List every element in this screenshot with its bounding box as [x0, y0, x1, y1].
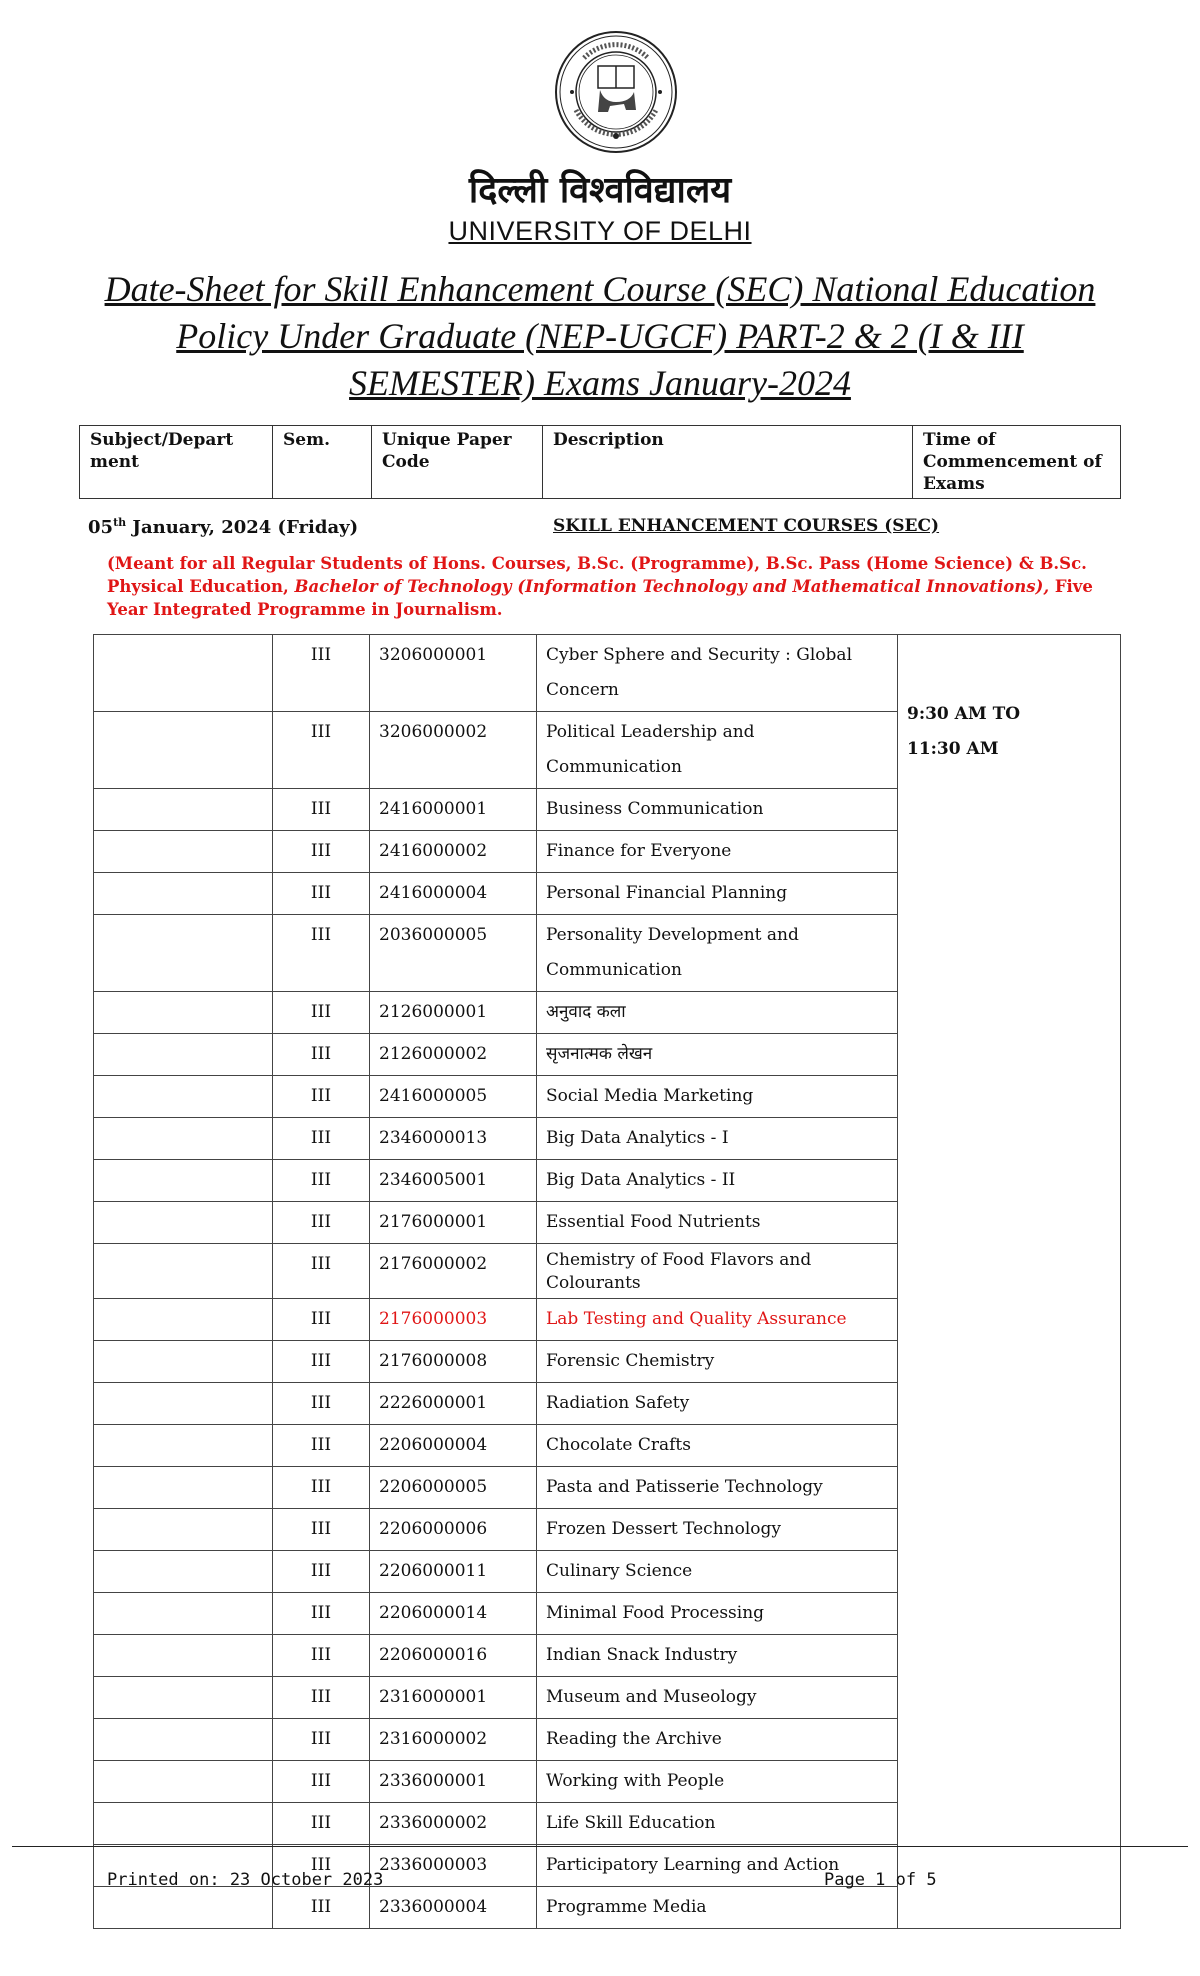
paper-code-cell: 2206000016	[370, 1635, 537, 1677]
subject-cell	[94, 1244, 273, 1299]
subject-cell	[94, 1341, 273, 1383]
description-cell: Political Leadership and Communication	[537, 712, 898, 789]
exam-time-cell	[898, 635, 1121, 1929]
header-time: Time of Commencement of Exams	[913, 426, 1121, 499]
description-cell: Frozen Dessert Technology	[537, 1509, 898, 1551]
sem-cell: III	[273, 831, 370, 873]
sem-cell: III	[273, 1761, 370, 1803]
header-description: Description	[543, 426, 913, 499]
table-row	[94, 635, 1121, 712]
description-cell: सृजनात्मक लेखन	[537, 1034, 898, 1076]
description-cell: Forensic Chemistry	[537, 1341, 898, 1383]
sem-cell: III	[273, 1160, 370, 1202]
sem-cell: III	[273, 1803, 370, 1845]
description-cell: Pasta and Patisserie Technology	[537, 1467, 898, 1509]
paper-code-cell: 2036000005	[370, 915, 537, 992]
paper-code-cell: 2206000011	[370, 1551, 537, 1593]
exam-schedule-table	[93, 634, 1121, 1929]
sem-cell: III	[273, 1383, 370, 1425]
exam-date: 05th January, 2024 (Friday)	[88, 516, 359, 538]
sem-cell: III	[273, 1202, 370, 1244]
hindi-university-name: दिल्ली विश्वविद्यालय	[468, 170, 732, 211]
subject-cell	[94, 1202, 273, 1244]
subject-cell	[94, 1509, 273, 1551]
description-cell: Working with People	[537, 1761, 898, 1803]
paper-code-cell: 2176000008	[370, 1341, 537, 1383]
sem-cell: III	[273, 1509, 370, 1551]
description-cell: Life Skill Education	[537, 1803, 898, 1845]
subject-cell	[94, 873, 273, 915]
subject-cell	[94, 635, 273, 712]
description-cell: Personal Financial Planning	[537, 873, 898, 915]
datesheet-title: Date-Sheet for Skill Enhancement Course (SEC) National Education Policy Under Graduate (NEP-UGCF) PART-2 & 2 (I & III SEMESTER) Exams January-2024	[104, 269, 1096, 403]
paper-code-cell: 2176000002	[370, 1244, 537, 1299]
sem-cell: III	[273, 1341, 370, 1383]
description-cell: Chemistry of Food Flavors and Colourants	[537, 1244, 898, 1299]
sem-cell: III	[273, 635, 370, 712]
sem-cell: III	[273, 1677, 370, 1719]
sem-cell: III	[273, 915, 370, 992]
sem-cell: III	[273, 1118, 370, 1160]
description-cell: Business Communication	[537, 789, 898, 831]
subject-cell	[94, 1118, 273, 1160]
description-cell: Chocolate Crafts	[537, 1425, 898, 1467]
paper-code-cell: 2316000002	[370, 1719, 537, 1761]
paper-code-cell: 3206000002	[370, 712, 537, 789]
exam-time-end: 11:30 AM	[907, 739, 999, 759]
subject-cell	[94, 992, 273, 1034]
paper-code-cell: 2416000002	[370, 831, 537, 873]
page-number: Page 1 of 5	[824, 1870, 937, 1890]
subject-cell	[94, 831, 273, 873]
description-cell: Museum and Museology	[537, 1677, 898, 1719]
sem-cell: III	[273, 789, 370, 831]
paper-code-cell: 2126000002	[370, 1034, 537, 1076]
paper-code-cell: 2206000004	[370, 1425, 537, 1467]
description-cell: Lab Testing and Quality Assurance	[537, 1299, 898, 1341]
sem-cell: III	[273, 1467, 370, 1509]
subject-cell	[94, 1383, 273, 1425]
paper-code-cell: 2346005001	[370, 1160, 537, 1202]
sem-cell: III	[273, 1076, 370, 1118]
description-cell: Big Data Analytics - II	[537, 1160, 898, 1202]
paper-code-cell: 2416000004	[370, 873, 537, 915]
header-code: Unique Paper Code	[372, 426, 543, 499]
footer-divider	[12, 1846, 1188, 1847]
header-subject: Subject/Depart ment	[80, 426, 273, 499]
description-cell: अनुवाद कला	[537, 992, 898, 1034]
column-header-table	[79, 425, 1121, 499]
description-cell: Essential Food Nutrients	[537, 1202, 898, 1244]
subject-cell	[94, 1803, 273, 1845]
paper-code-cell: 2416000005	[370, 1076, 537, 1118]
sem-cell: III	[273, 1299, 370, 1341]
subject-cell	[94, 1299, 273, 1341]
description-cell: Reading the Archive	[537, 1719, 898, 1761]
subject-cell	[94, 1467, 273, 1509]
subject-cell	[94, 1887, 273, 1929]
description-cell: Finance for Everyone	[537, 831, 898, 873]
subject-cell	[94, 1761, 273, 1803]
sem-cell: III	[273, 1719, 370, 1761]
paper-code-cell: 3206000001	[370, 635, 537, 712]
exam-time-start: 9:30 AM TO	[907, 704, 1021, 724]
description-cell: Personality Development and Communication	[537, 915, 898, 992]
subject-cell	[94, 1551, 273, 1593]
sem-cell: III	[273, 1635, 370, 1677]
description-cell: Participatory Learning and Action	[537, 1845, 898, 1887]
description-cell: Radiation Safety	[537, 1383, 898, 1425]
description-cell: Social Media Marketing	[537, 1076, 898, 1118]
description-cell: Cyber Sphere and Security : Global Concern	[537, 635, 898, 712]
description-cell: Indian Snack Industry	[537, 1635, 898, 1677]
subject-cell	[94, 1425, 273, 1467]
paper-code-cell: 2126000001	[370, 992, 537, 1034]
description-cell: Culinary Science	[537, 1551, 898, 1593]
paper-code-cell: 2176000001	[370, 1202, 537, 1244]
paper-code-cell: 2336000002	[370, 1803, 537, 1845]
sem-cell: III	[273, 1593, 370, 1635]
description-cell: Programme Media	[537, 1887, 898, 1929]
subject-cell	[94, 1593, 273, 1635]
header-sem: Sem.	[273, 426, 372, 499]
paper-code-cell: 2336000004	[370, 1887, 537, 1929]
subject-cell	[94, 712, 273, 789]
sem-cell: III	[273, 1034, 370, 1076]
sem-cell: III	[273, 1887, 370, 1929]
paper-code-cell: 2226000001	[370, 1383, 537, 1425]
paper-code-cell: 2206000005	[370, 1467, 537, 1509]
subject-cell	[94, 789, 273, 831]
paper-code-cell: 2206000006	[370, 1509, 537, 1551]
description-cell: Big Data Analytics - I	[537, 1118, 898, 1160]
sem-cell: III	[273, 1244, 370, 1299]
subject-cell	[94, 1076, 273, 1118]
paper-code-cell: 2206000014	[370, 1593, 537, 1635]
subject-cell	[94, 1635, 273, 1677]
paper-code-cell: 2176000003	[370, 1299, 537, 1341]
sem-cell: III	[273, 873, 370, 915]
english-university-name: UNIVERSITY OF DELHI	[448, 216, 752, 246]
sem-cell: III	[273, 712, 370, 789]
sem-cell: III	[273, 992, 370, 1034]
paper-code-cell: 2316000001	[370, 1677, 537, 1719]
sem-cell: III	[273, 1425, 370, 1467]
paper-code-cell: 2336000003	[370, 1845, 537, 1887]
paper-code-cell: 2346000013	[370, 1118, 537, 1160]
printed-date: Printed on: 23 October 2023	[107, 1870, 384, 1890]
subject-cell	[94, 1719, 273, 1761]
subject-cell	[94, 915, 273, 992]
sem-cell: III	[273, 1551, 370, 1593]
paper-code-cell: 2336000001	[370, 1761, 537, 1803]
university-seal-logo	[554, 30, 678, 154]
sem-cell: III	[273, 1845, 370, 1887]
eligibility-note: (Meant for all Regular Students of Hons. Courses, B.Sc. (Programme), B.Sc. Pass (Home Science) & B.Sc. Physical Education, Bachelor of Technology (Information Technology and Mathematical Innovations), Five Year Integrated Programme in Journalism.	[107, 554, 1093, 619]
subject-cell	[94, 1677, 273, 1719]
description-cell: Minimal Food Processing	[537, 1593, 898, 1635]
subject-cell	[94, 1160, 273, 1202]
section-heading: SKILL ENHANCEMENT COURSES (SEC)	[553, 516, 940, 536]
subject-cell	[94, 1034, 273, 1076]
paper-code-cell: 2416000001	[370, 789, 537, 831]
